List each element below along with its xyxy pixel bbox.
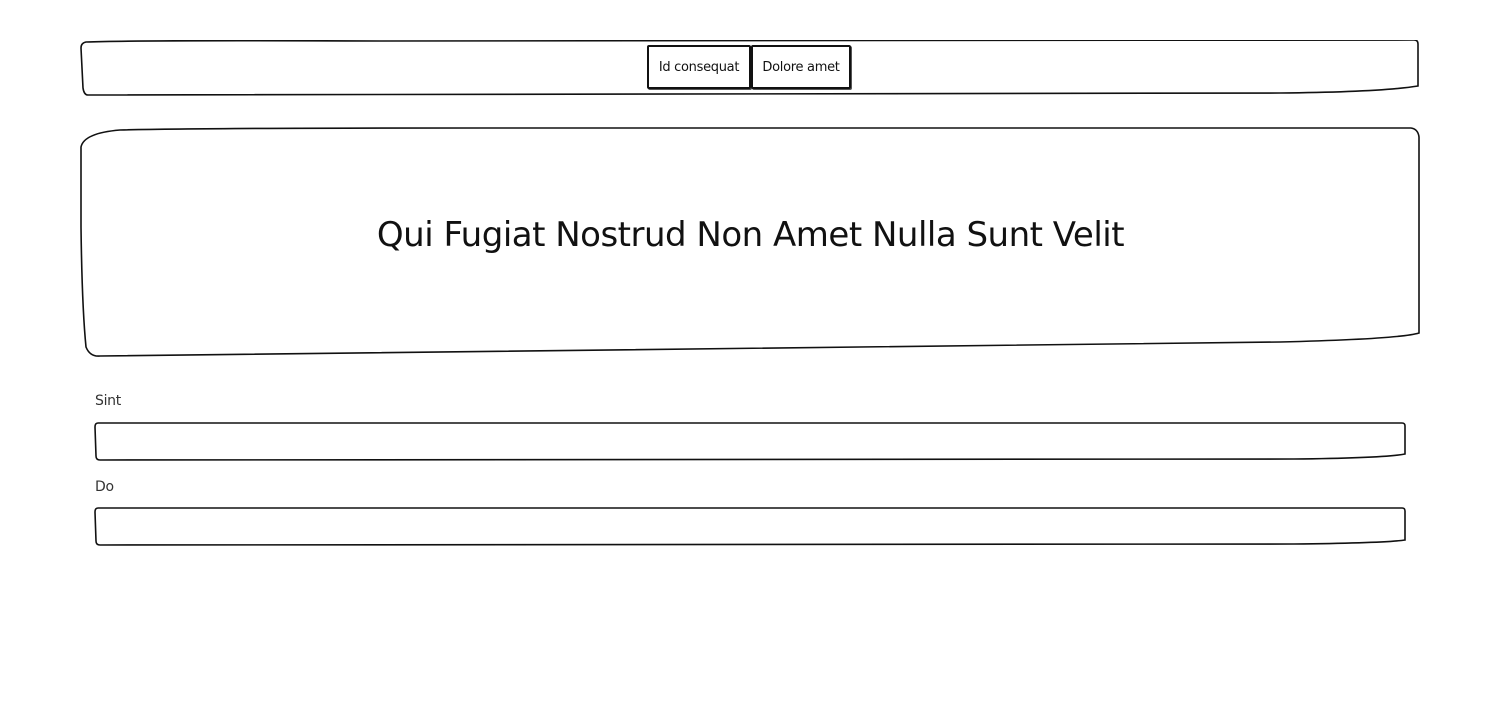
nav-button-id-consequat[interactable]: Id consequat — [647, 45, 751, 89]
field-label-sint: Sint — [95, 393, 121, 409]
hero-title: Qui Fugiat Nostrud Non Amet Nulla Sunt Velit — [376, 215, 1125, 255]
field-label-do: Do — [95, 479, 114, 495]
do-input[interactable] — [100, 511, 1396, 541]
hero-panel — [80, 127, 1421, 358]
field-sint-wrapper — [94, 422, 1407, 462]
nav-button-dolore-amet[interactable]: Dolore amet — [751, 45, 851, 89]
sint-input[interactable] — [100, 426, 1396, 456]
field-do-wrapper — [94, 507, 1407, 547]
top-navbar — [80, 40, 1420, 96]
nav-button-group — [647, 45, 851, 89]
